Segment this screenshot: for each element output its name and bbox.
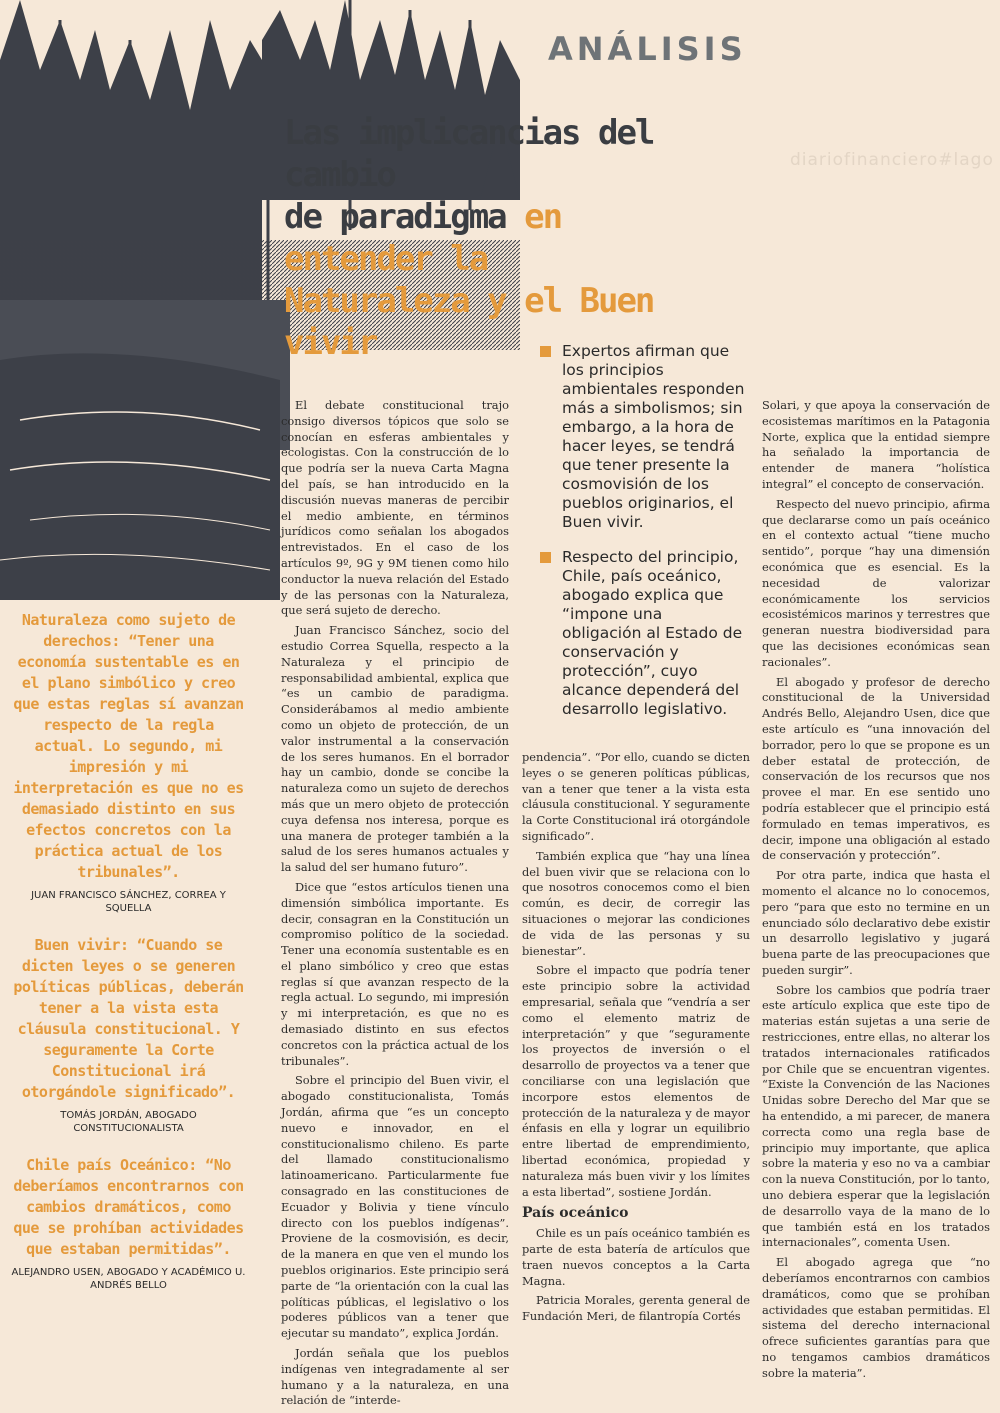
quote-text: Naturaleza como sujeto de derechos: “Tener una economía sustentable es en el plano simbólico y creo que estas reglas sí avanzan respecto de la regla actual. Lo segundo, mi impresión y mi interpretación es que no es demasiado distinto en sus efectos concretos con la práctica actual de los tribunales”.: [13, 611, 244, 881]
paragraph: Sobre el impacto que podría tener este principio sobre la actividad empresarial, señala que “vendría a ser como el elemento matriz de interpretación” y que “seguramente los proyectos de inversión o el desarrollo de proyectos va a tener que conciliarse con una legislación que incorpore estos elementos de protección de la naturaleza y de mayor énfasis en ella y lograr un equilibrio entre libertad de emprendimiento, libertad económica, propiedad y naturaleza más buen vivir y los límites a esta libertad”, sostiene Jordán.: [522, 963, 750, 1199]
quote-attribution: ALEJANDRO USEN, ABOGADO Y ACADÉMICO U. ANDRÉS BELLO: [11, 1267, 246, 1291]
paragraph: Juan Francisco Sánchez, socio del estudio Correa Squella, respecto a la Naturaleza y el principio de responsabilidad ambiental, explica que “es un cambio de paradigma. Considerábamos al medio ambiente como un objeto de protección, de un valor instrumental a la conservación de los seres humanos. En el borrador hay un cambio, donde se concibe la naturaleza como un sujeto de derechos más que un mero objeto de protección cuya defensa nos interesa, porque es una manera de proteger también a la salud de los seres humanos actuales y la salud del ser humano futuro”.: [281, 623, 509, 875]
paragraph: Chile es un país oceánico también es parte de esta batería de artículos que traen nuevos conceptos a la Carta Magna.: [522, 1226, 750, 1288]
paragraph: También explica que “hay una línea del buen vivir que se relaciona con lo que nosotros conocemos como el bien común, es decir, de corregir las situaciones o mejorar las condiciones de vida de las personas y su bienestar”.: [522, 848, 750, 958]
paragraph: Dice que “estos artículos tienen una dimensión simbólica importante. Es decir, consagran en la Constitución un compromiso político de la sociedad. Tener una economía sustentable es en el plano simbólico y creo que estas reglas sí que avanzan respecto de la regla actual. Lo segundo, mi impresión y mi interpretación, es que no es demasiado distinto en sus efectos concretos con la práctica actual de los tribunales”.: [281, 879, 509, 1068]
pull-quote: [10, 935, 247, 1135]
paragraph: pendencia”. “Por ello, cuando se dicten leyes o se generen políticas públicas, van a tener que tener a la vista esta cláusula constitucional. Y seguramente la Corte Constitucional irá otorgándole significado”.: [522, 750, 750, 843]
title-line-2a: de paradigma: [284, 197, 525, 237]
quote-attribution: TOMÁS JORDÁN, ABOGADO CONSTITUCIONALISTA: [60, 1110, 197, 1134]
title-line-3: Naturaleza y el Buen vivir: [284, 281, 654, 363]
article-column-3: [762, 398, 990, 1386]
summary-bullet: [540, 342, 745, 532]
paragraph: Solari, y que apoya la conservación de ecosistemas marítimos en la Patagonia Norte, explica que la entidad siempre ha señalado la importancia de entender de manera “holística integral” el concepto de conservación.: [762, 398, 990, 491]
paragraph: Patricia Morales, gerenta general de Fundación Meri, de filantropía Cortés: [522, 1293, 750, 1324]
quote-text: Buen vivir: “Cuando se dicten leyes o se generen políticas públicas, deberán tener a la vista esta cláusula constitucional. Y seguramente la Corte Constitucional irá otorgándole significado”.: [13, 936, 244, 1101]
bullet-text: Expertos afirman que los principios ambientales responden más a simbolismos; sin embargo, a la hora de hacer leyes, se tendrá que tener presente la cosmovisión de los pueblos originarios, el Buen vivir.: [562, 342, 745, 531]
paragraph: El abogado y profesor de derecho constitucional de la Universidad Andrés Bello, Alejandro Usen, dice que este artículo es “una innovación del borrador, pero lo que se propone es un deber estatal de protección, de conservación de los recursos que nos provee el mar. En ese sentido uno podría establecer que el principio está formulado en temas imperativos, es decir, impone una obligación al estado de conservación y protección”.: [762, 674, 990, 863]
quote-text: Chile país Oceánico: “No deberíamos encontrarnos con cambios dramáticos, como que se prohíban actividades que estaban permitidas”.: [13, 1156, 244, 1258]
paragraph: Sobre los cambios que podría traer este artículo explica que este tipo de materias están sujetas a una serie de restricciones, entre ellas, no alterar los tratados internacionales ratificados por Chile que se encuentran vigentes. “Existe la Convención de las Naciones Unidas sobre Derecho del Mar que se ha entendido, a mi parecer, de manera correcta como una regla base de principio muy importante, que aplica sobre la materia y eso no va a cambiar con la nueva Constitución, por lo tanto, uno debiera esperar que la legislación de desarrollo vaya de la mano de lo que también está en los tratados internacionales”, comenta Usen.: [762, 982, 990, 1250]
title-line-2b: en entender la: [284, 197, 562, 279]
pull-quotes: [10, 610, 247, 1291]
summary-bullets: [540, 342, 745, 735]
page-title: [284, 112, 724, 364]
paragraph: Por otra parte, indica que hasta el momento el alcance no lo conocemos, pero “para que esto no termine en un enunciado sólo declarativo debe existir un desarrollo legislativo y jugará buena parte de las preocupaciones que pueden surgir”.: [762, 868, 990, 977]
section-label: ANÁLISIS: [548, 30, 747, 68]
article-column-1: [281, 398, 509, 1413]
summary-bullet: [540, 548, 745, 719]
bullet-square-icon: [540, 346, 551, 357]
quote-attribution: JUAN FRANCISCO SÁNCHEZ, CORREA Y SQUELLA: [31, 890, 226, 914]
pull-quote: [10, 610, 247, 915]
article-column-2: [522, 750, 750, 1329]
watermark-text: diariofinanciero#lago: [790, 150, 994, 170]
paragraph: Sobre el principio del Buen vivir, el abogado constitucionalista, Tomás Jordán, afirma que “es un concepto nuevo e innovador, en el constitucionalismo chileno. Es parte del llamado constitucionalismo latinoamericano. Particularmente fue consagrado en las constituciones de Ecuador y Bolivia y tiene vínculo directo con los pueblos indígenas”. Proviene de la cosmovisión, es decir, de la manera en que ven el mundo los pueblos originarios. Este principio será parte de “la orientación con la cual las políticas públicas, el legislativo o los poderes públicos van a tener que ejecutar su mandato”, explica Jordán.: [281, 1073, 509, 1341]
paragraph: Jordán señala que los pueblos indígenas ven integradamente al ser humano y a la naturaleza, en una relación de “interde-: [281, 1346, 509, 1408]
pull-quote: [10, 1155, 247, 1292]
bullet-text: Respecto del principio, Chile, país oceánico, abogado explica que “impone una obligación al Estado de conservación y protección”, cuyo alcance dependerá del desarrollo legislativo.: [562, 548, 743, 718]
paragraph: El debate constitucional trajo consigo diversos tópicos que solo se conocían en esferas ambientales y ecologistas. Con la construcción de lo que podría ser la nueva Carta Magna del país, se han introducido en la discusión nuevas maneras de percibir el medio ambiente, en términos jurídicos como señalan los abogados entrevistados. En el caso de los artículos 9º, 9G y 9M tienen como hilo conductor la nueva relación del Estado y de las personas con la Naturaleza, que será sujeto de derecho.: [281, 398, 509, 618]
title-line-1: Las implicancias del cambio: [284, 113, 654, 195]
section-subhead: País oceánico: [522, 1205, 629, 1222]
bullet-square-icon: [540, 552, 551, 563]
paragraph: El abogado agrega que “no deberíamos encontrarnos con cambios dramáticos, como que se prohíban actividades que estaban permitidas. El sistema del derecho internacional ofrece suficientes garantías para que no tengamos cambios dramáticos sobre la materia”.: [762, 1255, 990, 1380]
paragraph: Respecto del nuevo principio, afirma que declararse como un país oceánico en el contexto actual “tiene mucho sentido”, porque “hay una dimensión económica que es esencial. Es la necesidad de valorizar económicamente los servicios ecosistémicos marinos y terrestres que generan nuestra biodiversidad para que las decisiones económicas sean racionales”.: [762, 496, 990, 669]
